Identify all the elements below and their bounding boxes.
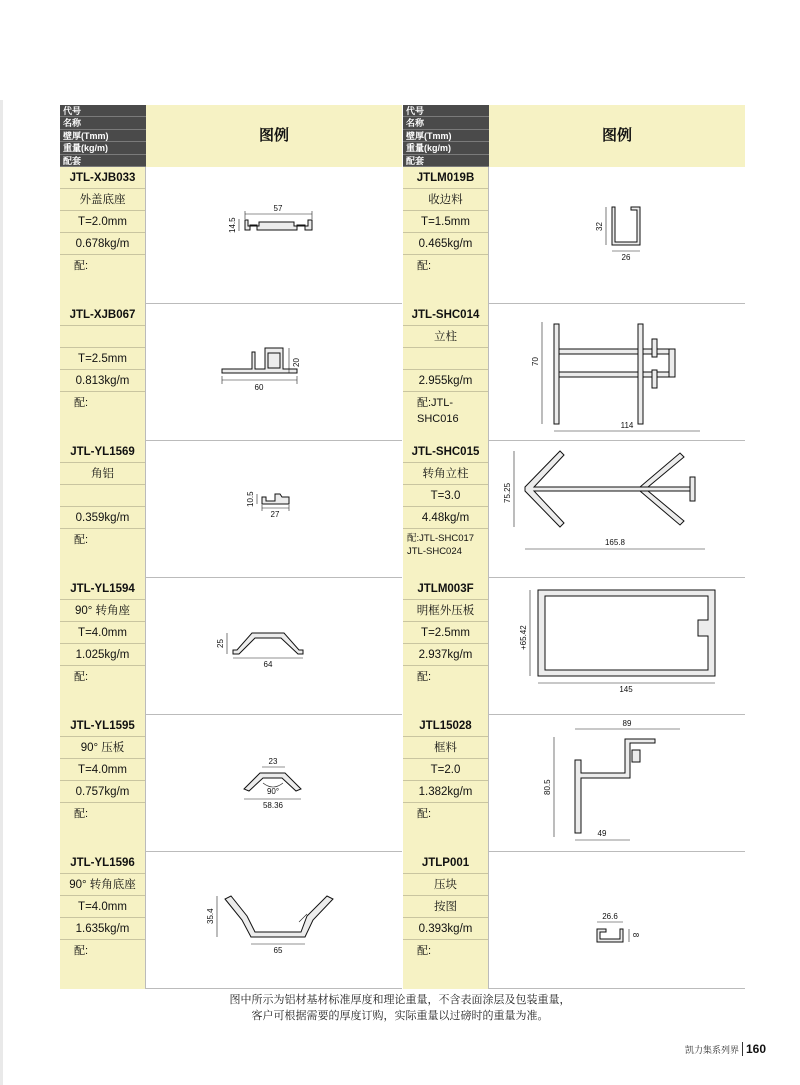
profile-weight: 2.955kg/m	[403, 370, 488, 392]
profile-name: 90° 转角底座	[60, 874, 145, 896]
dim-label: 49	[597, 829, 607, 838]
profile-drawing	[490, 715, 745, 852]
label-accessory: 配套	[403, 155, 489, 167]
dim-label: +65.42	[519, 625, 528, 650]
profile-thickness: T=2.0	[403, 759, 488, 781]
profile-table-left	[60, 105, 402, 989]
dim-label: 26	[621, 253, 631, 262]
label-thickness: 壁厚(Tmm)	[60, 130, 146, 142]
profile-weight: 1.382kg/m	[403, 781, 488, 803]
profile-drawing	[490, 578, 745, 715]
profile-accessory: 配:	[74, 671, 89, 683]
profile-accessory: 配:	[74, 534, 89, 546]
profile-name: 明框外压板	[403, 600, 488, 622]
profile-name: 压块	[403, 874, 488, 896]
profile-code: JTL-XJB067	[60, 304, 145, 326]
dim-label: 64	[263, 660, 273, 669]
table-row	[403, 441, 745, 578]
profile-weight: 0.465kg/m	[403, 233, 488, 255]
profile-weight: 0.757kg/m	[60, 781, 145, 803]
dim-label: 8	[631, 932, 640, 938]
dim-label: 75.25	[503, 482, 512, 503]
dim-label: 114	[620, 421, 634, 430]
label-code: 代号	[403, 105, 489, 117]
table-row	[403, 852, 745, 989]
profile-accessory: 配:JTL-SHC016	[417, 397, 459, 425]
table-row	[60, 578, 402, 715]
page-edge-shadow	[0, 100, 3, 1085]
dim-label: 20	[292, 358, 301, 367]
profile-accessory: 配:	[74, 808, 89, 820]
profile-accessory: 配:	[417, 808, 432, 820]
profile-thickness: T=3.0	[403, 485, 488, 507]
profile-drawing	[147, 578, 402, 715]
profile-name: 90° 转角座	[60, 600, 145, 622]
dim-label: 145	[619, 685, 633, 694]
profile-accessory: 配:	[417, 945, 432, 957]
table-row	[403, 578, 745, 715]
dim-label: 10.5	[246, 491, 255, 507]
dim-label: 65	[273, 946, 283, 955]
table-row	[403, 167, 745, 304]
profile-accessory: 配:	[417, 260, 432, 272]
profile-weight: 0.359kg/m	[60, 507, 145, 529]
table-header	[403, 105, 745, 167]
profile-weight: 0.813kg/m	[60, 370, 145, 392]
page-number: 160	[742, 1042, 766, 1056]
label-name: 名称	[60, 117, 146, 129]
header-labels	[403, 105, 489, 167]
dim-label: 25	[216, 639, 225, 648]
dim-label: 23	[268, 757, 278, 766]
dim-label: 32	[595, 222, 604, 231]
footnote	[0, 992, 800, 1024]
table-row	[60, 304, 402, 441]
profile-name: 转角立柱	[403, 463, 488, 485]
dim-label: 58.36	[262, 801, 284, 810]
profile-thickness: T=2.0mm	[60, 211, 145, 233]
table-row	[60, 441, 402, 578]
profile-code: JTL-YL1569	[60, 441, 145, 463]
dim-label: 27	[270, 510, 280, 519]
profile-name: 外盖底座	[60, 189, 145, 211]
dim-label: 26.6	[602, 912, 618, 921]
label-code: 代号	[60, 105, 146, 117]
profile-table-right	[403, 105, 745, 989]
profile-weight: 4.48kg/m	[403, 507, 488, 529]
dim-label: 89	[622, 719, 632, 728]
dim-label: 165.8	[604, 538, 626, 547]
profile-drawing	[490, 167, 745, 304]
dim-label: 14.5	[228, 217, 237, 233]
table-row	[60, 715, 402, 852]
footnote-line: 客户可根据需要的厚度订购，实际重量以过磅时的重量为准。	[251, 1010, 549, 1022]
profile-weight: 0.678kg/m	[60, 233, 145, 255]
table-header	[60, 105, 402, 167]
label-name: 名称	[403, 117, 489, 129]
profile-drawing	[147, 304, 402, 441]
profile-code: JTLM019B	[403, 167, 488, 189]
profile-thickness	[60, 485, 145, 507]
profile-drawing	[490, 441, 745, 578]
profile-code: JTL15028	[403, 715, 488, 737]
profile-thickness: T=4.0mm	[60, 759, 145, 781]
label-weight: 重量(kg/m)	[403, 142, 489, 154]
profile-accessory: 配:	[74, 260, 89, 272]
dim-label: 60	[254, 383, 264, 392]
profile-code: JTL-XJB033	[60, 167, 145, 189]
profile-name: 角铝	[60, 463, 145, 485]
profile-accessory: 配:	[74, 397, 89, 409]
header-title: 图例	[489, 105, 745, 167]
profile-thickness: T=4.0mm	[60, 622, 145, 644]
profile-code: JTL-YL1596	[60, 852, 145, 874]
profile-name: 立柱	[403, 326, 488, 348]
profile-weight: 1.635kg/m	[60, 918, 145, 940]
table-row	[403, 715, 745, 852]
profile-weight: 1.025kg/m	[60, 644, 145, 666]
folio-series-text: 凯力集系列界	[684, 1045, 739, 1055]
footnote-line: 图中所示为铝材基材标准厚度和理论重量，不含表面涂层及包装重量，	[229, 994, 571, 1006]
table-row	[60, 167, 402, 304]
profile-thickness: T=2.5mm	[403, 622, 488, 644]
profile-thickness: T=2.5mm	[60, 348, 145, 370]
profile-code: JTLM003F	[403, 578, 488, 600]
profile-thickness: 按图	[403, 896, 488, 918]
label-weight: 重量(kg/m)	[60, 142, 146, 154]
header-labels	[60, 105, 146, 167]
dim-label: 80.5	[543, 779, 552, 795]
profile-name: 收边料	[403, 189, 488, 211]
profile-weight: 2.937kg/m	[403, 644, 488, 666]
profile-code: JTL-SHC015	[403, 441, 488, 463]
profile-code: JTLP001	[403, 852, 488, 874]
profile-drawing	[147, 441, 402, 578]
profile-code: JTL-SHC014	[403, 304, 488, 326]
dim-label: 35.4	[206, 908, 215, 924]
profile-name: 90° 压板	[60, 737, 145, 759]
profile-name	[60, 326, 145, 348]
table-row	[403, 304, 745, 441]
profile-drawing	[490, 304, 745, 441]
profile-drawing	[147, 167, 402, 304]
profile-drawing	[147, 852, 402, 989]
dim-label: 70	[531, 357, 540, 366]
profile-thickness: T=4.0mm	[60, 896, 145, 918]
page-folio	[685, 1042, 766, 1056]
profile-thickness	[403, 348, 488, 370]
profile-code: JTL-YL1594	[60, 578, 145, 600]
table-row	[60, 852, 402, 989]
label-thickness: 壁厚(Tmm)	[403, 130, 489, 142]
profile-name: 框料	[403, 737, 488, 759]
profile-thickness: T=1.5mm	[403, 211, 488, 233]
profile-drawing	[147, 715, 402, 852]
profile-weight: 0.393kg/m	[403, 918, 488, 940]
profile-accessory: 配:JTL-SHC017 JTL-SHC024	[407, 533, 475, 557]
dim-label: 57	[273, 204, 283, 213]
profile-drawing	[490, 852, 745, 989]
profile-accessory: 配:	[417, 671, 432, 683]
label-accessory: 配套	[60, 155, 146, 167]
header-title: 图例	[146, 105, 402, 167]
profile-accessory: 配:	[74, 945, 89, 957]
dim-label: 90°	[266, 787, 280, 796]
profile-code: JTL-YL1595	[60, 715, 145, 737]
